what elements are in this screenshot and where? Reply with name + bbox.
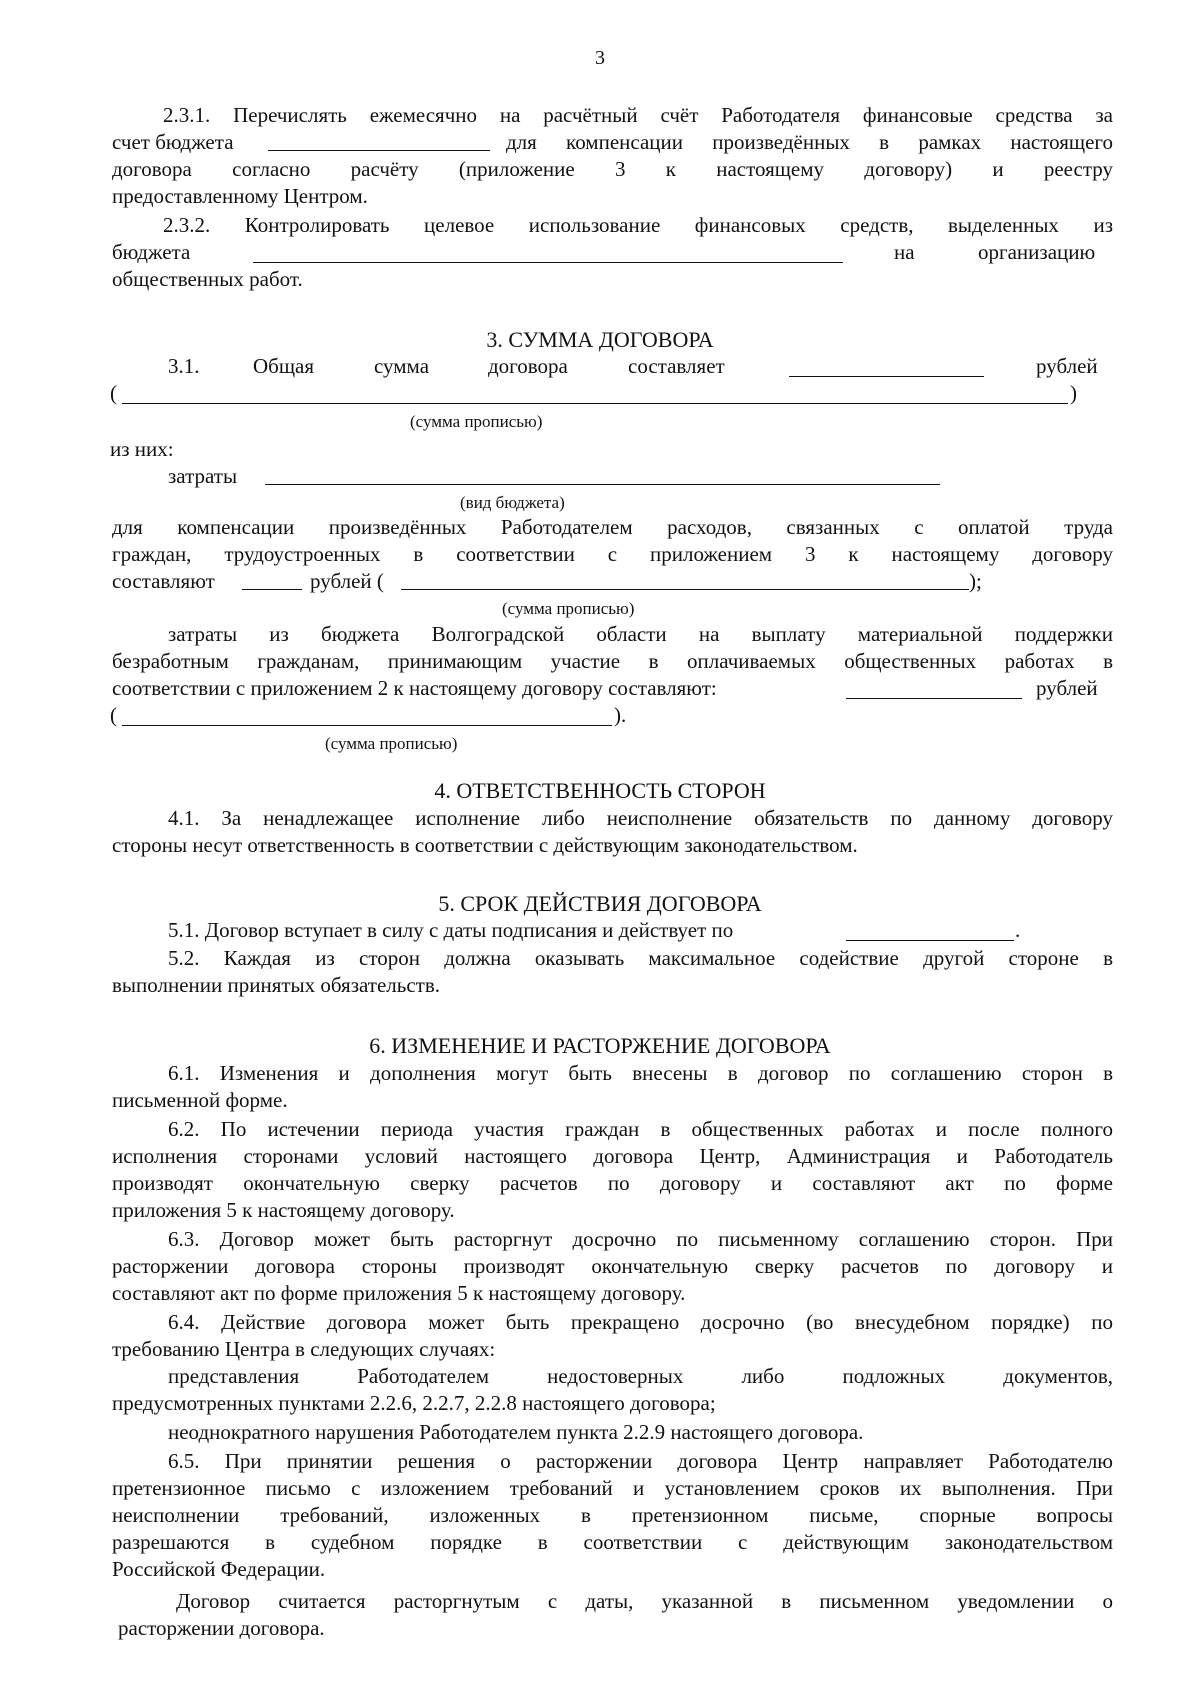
clause-5-1-end: . — [1015, 918, 1021, 942]
caption-amount-in-words: (сумма прописью) — [410, 412, 543, 431]
paren-close: ) — [1070, 381, 1077, 405]
blank-costs-rubles[interactable] — [242, 589, 302, 590]
clause-6-1-line-1: 6.1. Изменения и дополнения могут быть внесены в договор по соглашению сторон в — [168, 1061, 1113, 1085]
clause-6-5-line-5: Российской Федерации. — [112, 1557, 326, 1581]
blank-budget-type[interactable] — [265, 484, 940, 485]
blank-costs-words[interactable] — [401, 589, 969, 590]
clause-6-3-line-2: расторжении договора стороны производят окончательную сверку расчетов по договору и — [112, 1254, 1113, 1278]
costs-para-1-line-3b: рублей ( — [310, 569, 384, 593]
termination-note-line-2: расторжении договора. — [118, 1616, 325, 1640]
caption-amount-in-words-2: (сумма прописью) — [502, 599, 635, 618]
clause-6-2-line-3: производят окончательную сверку расчетов по договору и составляют акт по форме — [112, 1171, 1113, 1195]
blank-budget-2[interactable] — [253, 262, 843, 263]
clause-6-5-line-4: разрешаются в судебном порядке в соответствии с действующим законодательством — [112, 1530, 1113, 1554]
clause-2-3-1-line-2a: счет бюджета — [112, 130, 234, 154]
clause-3-1-word: Общая — [253, 354, 315, 378]
paren-open: ( — [110, 381, 117, 405]
costs-para-1-line-3c: ); — [969, 569, 982, 593]
termination-note-line-1: Договор считается расторгнутым с даты, указанной в письменном уведомлении о — [176, 1589, 1113, 1613]
clause-3-1-word: рублей — [1036, 354, 1098, 378]
section-4-title: 4. ОТВЕТСТВЕННОСТЬ СТОРОН — [434, 778, 766, 803]
clause-6-3-line-3: составляют акт по форме приложения 5 к настоящему договору. — [112, 1281, 686, 1305]
page-number: 3 — [595, 47, 605, 69]
costs-para-1-line-1: для компенсации произведённых Работодателем расходов, связанных с оплатой труда — [112, 515, 1113, 539]
clause-3-1-word: договора — [488, 354, 568, 378]
costs-para-2-line-4b: ). — [614, 703, 627, 727]
blank-valid-until[interactable] — [846, 940, 1014, 941]
clause-6-3-line-1: 6.3. Договор может быть расторгнут досрочно по письменному соглашению сторон. При — [168, 1227, 1113, 1251]
clause-6-5-line-3: неисполнении требований, изложенных в претензионном письме, спорные вопросы — [112, 1503, 1113, 1527]
clause-4-1-line-2: стороны несут ответственность в соответствии с действующим законодательством. — [112, 833, 858, 857]
clause-2-3-2-line-3: общественных работ. — [112, 267, 303, 291]
blank-support-rubles[interactable] — [846, 698, 1022, 699]
clause-5-1-text: 5.1. Договор вступает в силу с даты подписания и действует по — [168, 918, 734, 942]
blank-total-amount-words[interactable] — [122, 403, 1068, 404]
section-6-title: 6. ИЗМЕНЕНИЕ И РАСТОРЖЕНИЕ ДОГОВОРА — [369, 1033, 831, 1058]
clause-2-3-2-line-1: 2.3.2. Контролировать целевое использование финансовых средств, выделенных из — [163, 213, 1113, 237]
costs-para-2-line-3a: соответствии с приложением 2 к настоящему договору составляют: — [112, 676, 717, 700]
clause-5-2-line-1: 5.2. Каждая из сторон должна оказывать максимальное содействие другой стороне в — [168, 946, 1113, 970]
caption-budget-type: (вид бюджета) — [460, 493, 565, 512]
costs-para-2-line-1: затраты из бюджета Волгоградской области на выплату материальной поддержки — [168, 622, 1113, 646]
blank-budget-1[interactable] — [268, 150, 490, 151]
caption-amount-in-words-3: (сумма прописью) — [325, 734, 458, 753]
clause-2-3-1-line-4: предоставленному Центром. — [112, 184, 368, 208]
clause-3-1-number: 3.1. — [168, 354, 200, 378]
section-5-title: 5. СРОК ДЕЙСТВИЯ ДОГОВОРА — [438, 891, 762, 916]
clause-6-5-line-2: претензионное письмо с изложением требований и установлением сроков их выполнения. При — [112, 1476, 1113, 1500]
clause-2-3-2-line-2b: на — [894, 240, 915, 264]
blank-total-amount[interactable] — [789, 376, 984, 377]
clause-2-3-1-line-2b: для компенсации произведённых в рамках настоящего — [506, 130, 1113, 154]
clause-6-2-line-1: 6.2. По истечении периода участия граждан в общественных работах и после полного — [168, 1117, 1113, 1141]
clause-6-2-line-4: приложения 5 к настоящему договору. — [112, 1198, 455, 1222]
section-3-title: 3. СУММА ДОГОВОРА — [486, 327, 714, 352]
clause-2-3-2-line-2a: бюджета — [112, 240, 191, 264]
costs-label: затраты — [168, 464, 238, 488]
clause-6-4-line-2: требованию Центра в следующих случаях: — [112, 1337, 496, 1361]
costs-para-2-line-4a: ( — [110, 703, 117, 727]
clause-3-1-word: составляет — [628, 354, 725, 378]
clause-2-3-1-line-1: 2.3.1. Перечислять ежемесячно на расчётный счёт Работодателя финансовые средства за — [163, 103, 1113, 127]
clause-6-1-line-2: письменной форме. — [112, 1088, 288, 1112]
clause-6-4-case-2: неоднократного нарушения Работодателем пункта 2.2.9 настоящего договора. — [168, 1420, 864, 1444]
clause-6-4-case-1-line-1: представления Работодателем недостоверных либо подложных документов, — [168, 1364, 1113, 1388]
clause-6-4-line-1: 6.4. Действие договора может быть прекращено досрочно (во внесудебном порядке) по — [168, 1310, 1113, 1334]
clause-4-1-line-1: 4.1. За ненадлежащее исполнение либо неисполнение обязательств по данному договору — [168, 806, 1113, 830]
clause-6-2-line-2: исполнения сторонами условий настоящего договора Центр, Администрация и Работодатель — [112, 1144, 1113, 1168]
clause-6-4-case-1-line-2: предусмотренных пунктами 2.2.6, 2.2.7, 2.2.8 настоящего договора; — [112, 1391, 716, 1415]
clause-2-3-1-line-3: договора согласно расчёту (приложение 3 к настоящему договору) и реестру — [112, 157, 1113, 181]
blank-support-words[interactable] — [122, 725, 612, 726]
costs-para-2-line-2: безработным гражданам, принимающим участие в оплачиваемых общественных работах в — [112, 649, 1113, 673]
clause-2-3-2-line-2c: организацию — [978, 240, 1096, 264]
clause-6-5-line-1: 6.5. При принятии решения о расторжении договора Центр направляет Работодателю — [168, 1449, 1113, 1473]
costs-para-2-line-3b: рублей — [1036, 676, 1098, 700]
of-them-label: из них: — [110, 437, 174, 461]
costs-para-1-line-3a: составляют — [112, 569, 215, 593]
costs-para-1-line-2: граждан, трудоустроенных в соответствии с приложением 3 к настоящему договору — [112, 542, 1113, 566]
clause-3-1-word: сумма — [374, 354, 430, 378]
clause-5-2-line-2: выполнении принятых обязательств. — [112, 973, 441, 997]
